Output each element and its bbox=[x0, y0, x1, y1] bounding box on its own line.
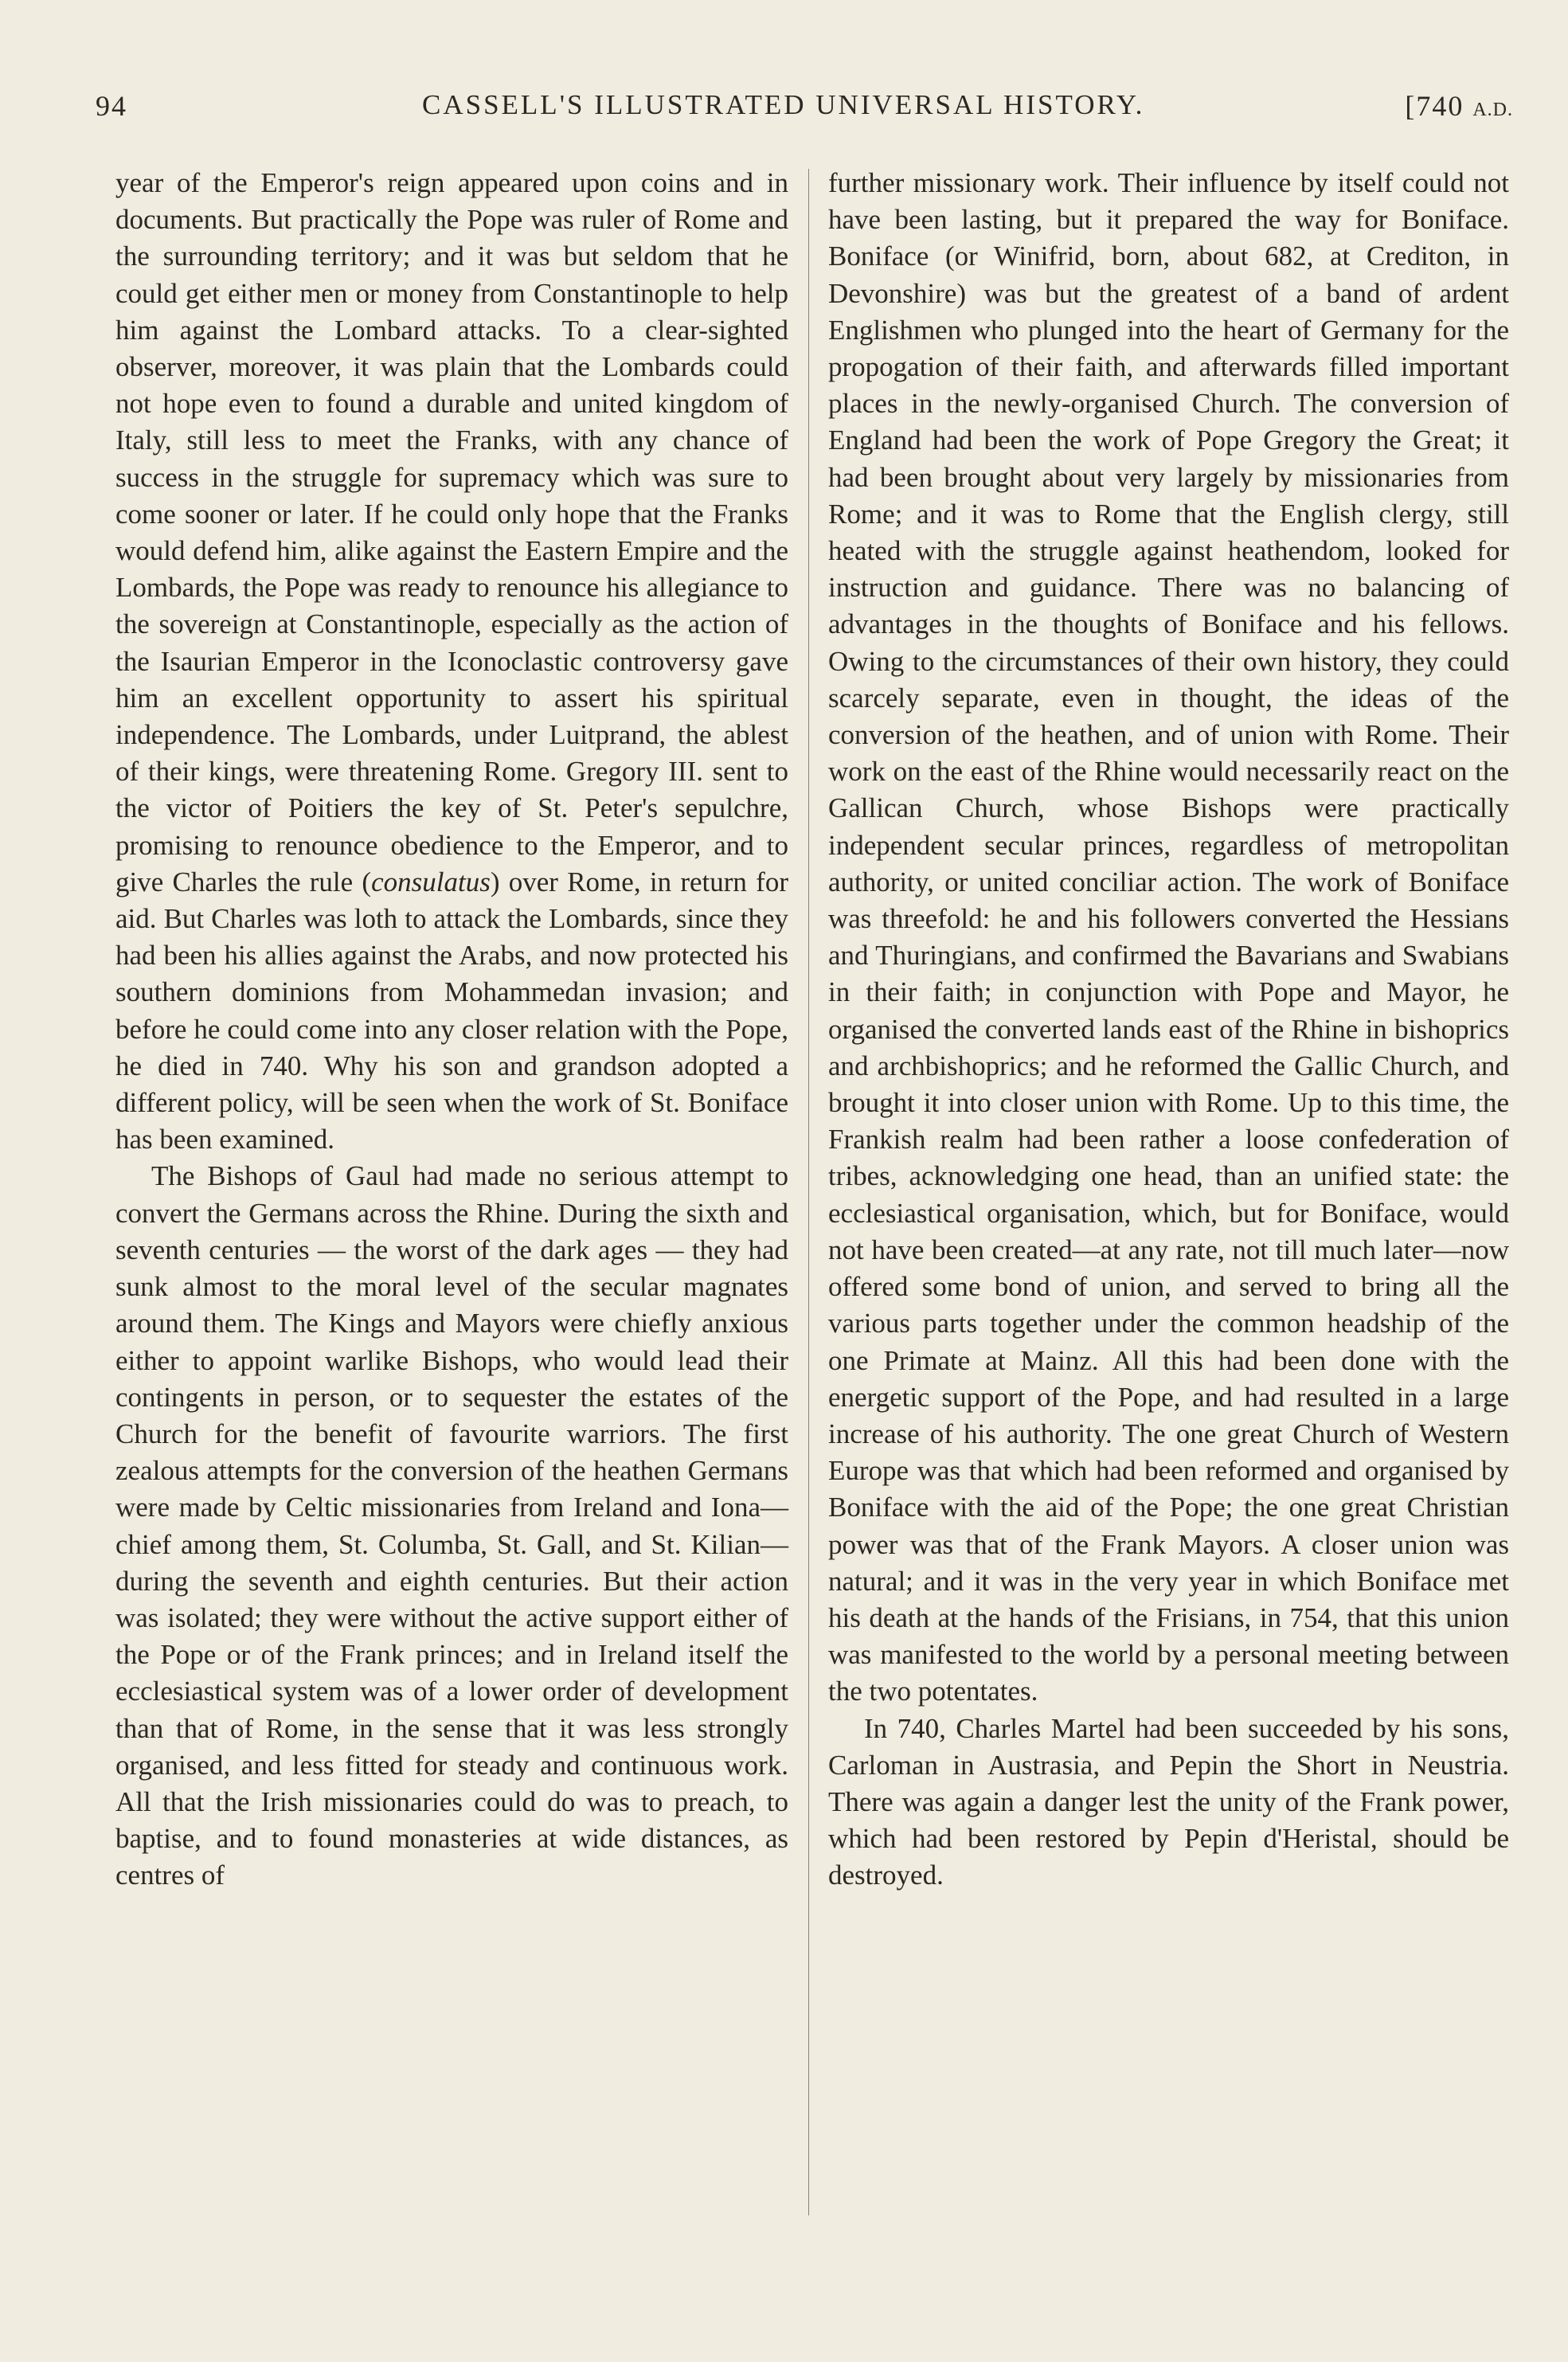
left-column bbox=[115, 165, 788, 1895]
running-header bbox=[96, 89, 1513, 137]
paragraph-text: year of the Emperor's reign appeared upon coins and in documents. But practically the Pope was ruler of Rome and the surrounding territory; and it was but seldom that he could get either men or money from Constantinople to help him against the Lombard attacks. To a clear-sighted observer, moreover, it was plain that the Lombards could not hope even to found a durable and united kingdom of Italy, still less to meet the Franks, with any chance of success in the struggle for supremacy which was sure to come sooner or later. If he could only hope that the Franks would defend him, alike against the Eastern Empire and the Lombards, the Pope was ready to renounce his allegiance to the sovereign at Constantinople, especially as the action of the Isaurian Emperor in the Iconoclastic controversy gave him an excellent opportunity to assert his spiritual independence. The Lombards, under Luitprand, the ablest of their kings, were threatening Rome. Gregory III. sent to the victor of Poitiers the key of St. Peter's sepulchre, promising to renounce obedience to the Emperor, and to give Charles the rule ( bbox=[115, 167, 788, 897]
italic-term: consulatus bbox=[371, 866, 491, 897]
date-prefix: [740 bbox=[1405, 90, 1473, 122]
right-column bbox=[828, 165, 1509, 1895]
running-title: CASSELL'S ILLUSTRATED UNIVERSAL HISTORY. bbox=[422, 89, 1145, 120]
paragraph: The Bishops of Gaul had made no serious attempt to convert the Germans across the Rhine. During the sixth and seventh centuries — the worst of the dark ages — they had sunk almost to the moral level of the secular magnates around them. The Kings and Mayors were chiefly anxious either to appoint warlike Bishops, who would lead their contingents in person, or to sequester the estates of the Church for the benefit of favourite warriors. The first zealous attempts for the conversion of the heathen Germans were made by Celtic missionaries from Ireland and Iona—chief among them, St. Columba, St. Gall, and St. Kilian—during the seventh and eighth centuries. But their action was isolated; they were without the active support either of the Pope or of the Frank princes; and in Ireland itself the ecclesiastical system was of a lower order of development than that of Rome, in the sense that it was less strongly organised, and less fitted for steady and continuous work. All that the Irish missionaries could do was to preach, to baptise, and to found monasteries at wide distances, as centres of bbox=[115, 1160, 788, 1891]
date-marker bbox=[1405, 89, 1513, 123]
paragraph: further missionary work. Their influence by itself could not have been lasting, but it prepared the way for Boniface. Boniface (or Winifrid, born, about 682, at Crediton, in Devonshire) was but the greatest of a band of ardent Englishmen who plunged into the heart of Germany for the propogation of their faith, and afterwards filled important places in the newly-organised Church. The conversion of England had been the work of Pope Gregory the Great; it had been brought about very largely by missionaries from Rome; and it was to Rome that the English clergy, still heated with the struggle against heathendom, looked for instruction and guidance. There was no balancing of advantages in the thoughts of Boniface and his fellows. Owing to the circumstances of their own history, they could scarcely separate, even in thought, the ideas of the conversion of the heathen, and of union with Rome. Their work on the east of the Rhine would necessarily react on the Gallican Church, whose Bishops were practically independent secular princes, regardless of metropolitan authority, or united conciliar action. The work of Boniface was threefold: he and his followers converted the Hessians and Thuringians, and confirmed the Bavarians and Swabians in their faith; in conjunction with Pope and Mayor, he organised the converted lands east of the Rhine in bishoprics and archbishoprics; and he reformed the Gallic Church, and brought it into closer union with Rome. Up to this time, the Frankish realm had been rather a loose confederation of tribes, acknowledging one head, than an unified state: the ecclesiastical organisation, which, but for Boniface, would not have been created—at any rate, not till much later—now offered some bond of union, and served to bring all the various parts together under the common headship of the one Primate at Mainz. All this had been done with the energetic support of the Pope, and had resulted in a large increase of his authority. The one great Church of Western Europe was that which had been reformed and organised by Boniface with the aid of the Pope; the one great Christian power was that of the Frank Mayors. A closer union was natural; and it was in the very year in which Boniface met his death at the hands of the Frisians, in 754, that this union was manifested to the world by a personal meeting between the two potentates. bbox=[828, 167, 1509, 1707]
paragraph bbox=[115, 165, 788, 1158]
paragraph: In 740, Charles Martel had been succeeded by his sons, Carloman in Austrasia, and Pepin the Short in Neustria. There was again a danger lest the unity of the Frank power, which had been restored by Pepin d'Heristal, should be destroyed. bbox=[828, 1712, 1509, 1891]
page-number: 94 bbox=[96, 90, 127, 122]
date-era: A.D. bbox=[1472, 100, 1513, 120]
column-divider bbox=[808, 169, 809, 2215]
paragraph-text: ) over Rome, in return for aid. But Charles was loth to attack the Lombards, since they had been his allies against the Arabs, and now protected his southern dominions from Mohammedan invasion; and before he could come into any closer relation with the Pope, he died in 740. Why his son and grandson adopted a different policy, will be seen when the work of St. Boniface has been examined. bbox=[115, 866, 788, 1156]
